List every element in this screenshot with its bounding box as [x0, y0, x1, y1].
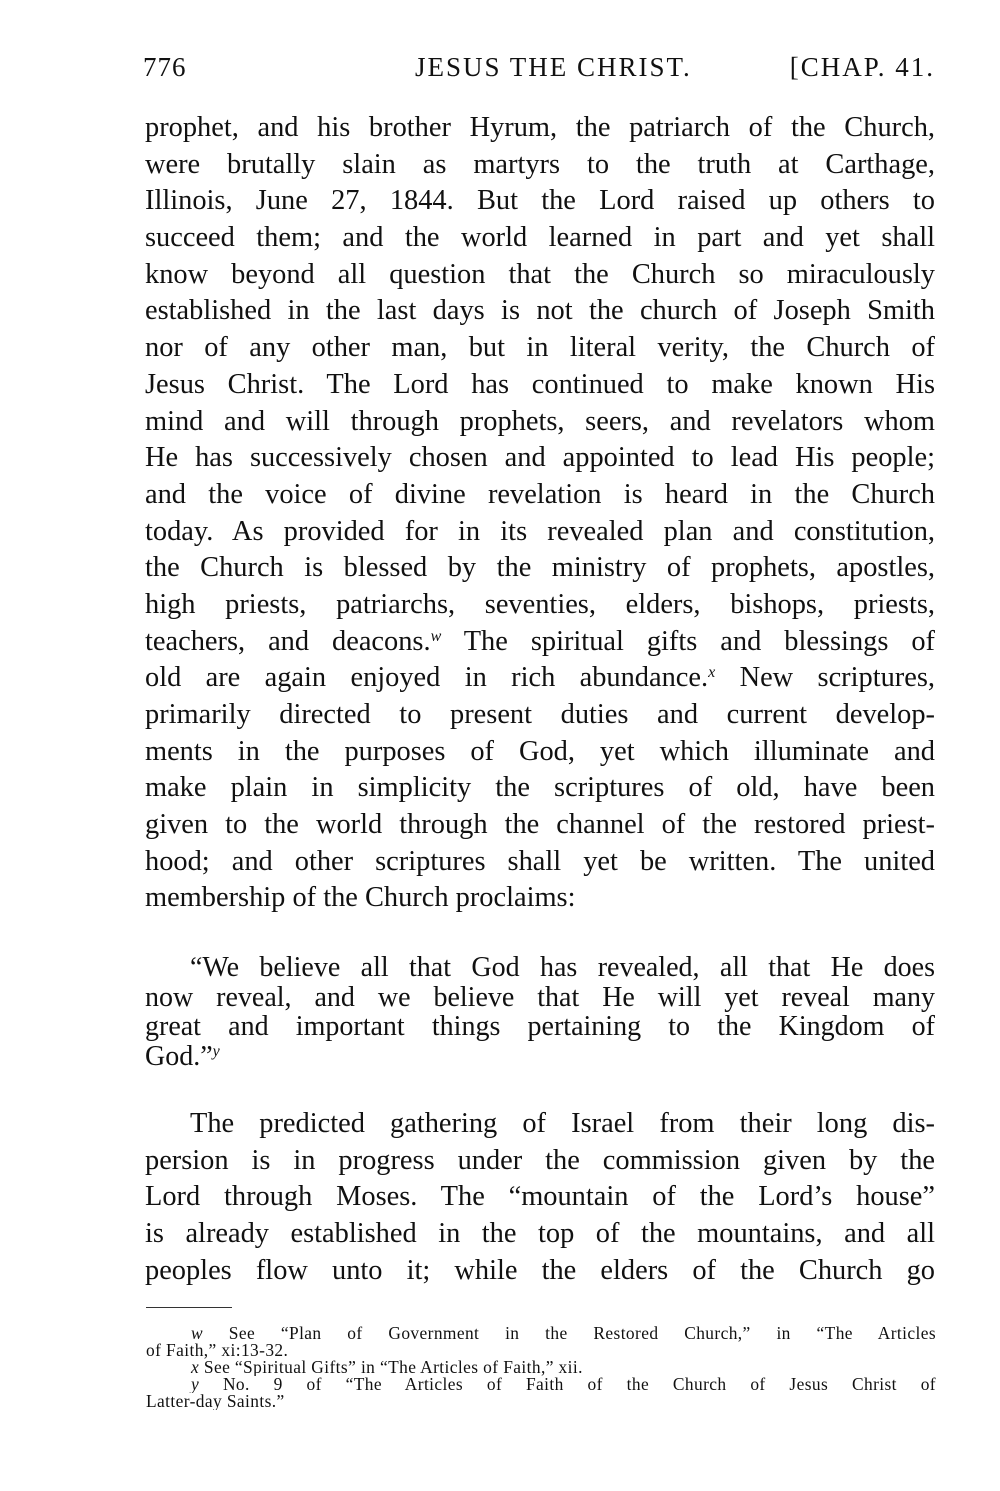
- text-line: nor of any other man, but in literal verity, the Church of: [145, 332, 935, 364]
- text-line: The predicted gathering of Israel from their long dis-: [190, 1108, 935, 1139]
- text-line: ments in the purposes of God, yet which illuminate and: [145, 735, 935, 767]
- block-quote: [145, 953, 935, 1071]
- text-segment: old are again enjoyed in rich abundance.: [145, 662, 709, 694]
- text-line: make plain in simplicity the scriptures of old, have been: [145, 772, 935, 804]
- text-line: succeed them; and the world learned in part and yet shall: [145, 222, 935, 254]
- text-line: hood; and other scriptures shall yet be written. The united: [145, 845, 935, 877]
- footnote-mark: w: [191, 1325, 203, 1342]
- text-segment: The spiritual gifts and blessings of: [441, 625, 935, 657]
- footnote-mark: x: [191, 1359, 200, 1376]
- text-line: established in the last days is not the church of Joseph Smith: [145, 295, 935, 327]
- text-line: prophet, and his brother Hyrum, the patriarch of the Church,: [145, 112, 935, 143]
- text-line-footnote-x: [145, 660, 935, 697]
- text-line: mind and will through prophets, seers, and revelators whom: [145, 405, 935, 437]
- quote-line: great and important things pertaining to the Kingdom of: [145, 1012, 935, 1042]
- text-line: and the voice of divine revelation is heard in the Church: [145, 478, 935, 510]
- text-line: the Church is blessed by the ministry of prophets, apostles,: [145, 552, 935, 584]
- text-line: membership of the Church proclaims:: [145, 882, 576, 914]
- footnote-divider: [146, 1307, 232, 1308]
- chapter-label: [CHAP. 41.: [789, 52, 935, 82]
- text-line: is already established in the top of the mountains, and all: [145, 1218, 935, 1250]
- running-header: [143, 52, 935, 92]
- text-line: know beyond all question that the Church so miraculously: [145, 258, 935, 290]
- second-paragraph: [145, 1106, 935, 1289]
- text-line-footnote-w: [145, 624, 935, 661]
- text-line: He has successively chosen and appointed to lead His people;: [145, 442, 935, 474]
- text-segment: New scriptures,: [715, 662, 935, 694]
- text-line: Lord through Moses. The “mountain of the Lord’s house”: [145, 1181, 935, 1213]
- footnote-y: [146, 1376, 936, 1393]
- page-number: 776: [143, 52, 187, 82]
- text-segment: God.”: [145, 1041, 213, 1071]
- main-paragraph: [145, 110, 935, 917]
- footnote-x: [146, 1359, 936, 1376]
- footnote-line: Latter-day Saints.”: [146, 1393, 285, 1410]
- footnote-line: of Faith,” xi:13-32.: [146, 1342, 289, 1359]
- footnote-ref-y[interactable]: y: [212, 1042, 220, 1060]
- text-line: high priests, patriarchs, seventies, elders, bishops, priests,: [145, 588, 935, 620]
- quote-line: [145, 1042, 935, 1072]
- footnotes: [146, 1325, 936, 1410]
- quote-line: now reveal, and we believe that He will yet reveal many: [145, 982, 935, 1012]
- text-line: persion is in progress under the commission given by the: [145, 1144, 935, 1176]
- text-segment: No. 9 of “The Articles of Faith of the Church of Jesus Christ of: [199, 1376, 936, 1393]
- footnote-ref-w[interactable]: w: [430, 627, 442, 645]
- text-line: were brutally slain as martyrs to the truth at Carthage,: [145, 148, 935, 180]
- running-title: JESUS THE CHRIST.: [415, 52, 692, 82]
- footnote-ref-x[interactable]: x: [708, 664, 716, 682]
- text-line: Illinois, June 27, 1844. But the Lord raised up others to: [145, 185, 935, 217]
- text-line: today. As provided for in its revealed plan and constitution,: [145, 515, 935, 547]
- text-segment: See “Spiritual Gifts” in “The Articles of Faith,” xii.: [199, 1359, 583, 1376]
- text-line: peoples flow unto it; while the elders of the Church go: [145, 1254, 935, 1286]
- text-segment: See “Plan of Government in the Restored Church,” in “The Articles: [203, 1325, 936, 1342]
- text-segment: teachers, and deacons.: [145, 625, 431, 657]
- text-line: primarily directed to present duties and current develop-: [145, 699, 935, 730]
- footnote-w: [146, 1325, 936, 1342]
- footnote-mark: y: [191, 1376, 200, 1393]
- quote-line: “We believe all that God has revealed, all that He does: [190, 953, 935, 983]
- text-line: Jesus Christ. The Lord has continued to make known His: [145, 368, 935, 400]
- text-line: given to the world through the channel of the restored priest-: [145, 809, 935, 841]
